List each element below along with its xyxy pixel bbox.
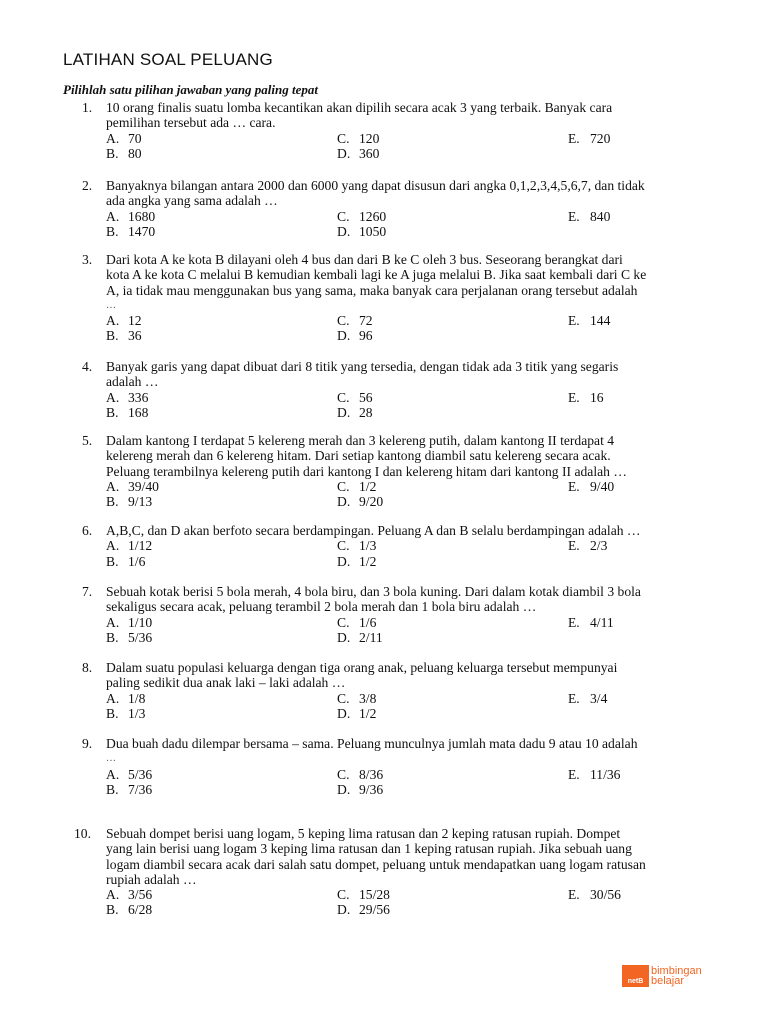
option-value: 36 <box>128 328 142 344</box>
option-letter: D. <box>337 553 351 569</box>
option-letter: E. <box>568 313 580 329</box>
option-letter: B. <box>106 781 119 797</box>
option-value: 1680 <box>128 208 156 224</box>
question-text <box>106 178 712 209</box>
option-value: 28 <box>359 404 373 420</box>
answer-option <box>337 328 568 343</box>
question-5 <box>82 433 712 509</box>
question-text-line: … <box>106 299 116 311</box>
option-value: 39/40 <box>128 478 159 494</box>
logo-line-2: belajar <box>651 975 685 987</box>
option-letter: E. <box>568 208 580 224</box>
option-value: 2/3 <box>590 538 608 554</box>
answer-option <box>337 706 568 721</box>
question-number: 8. <box>82 660 93 675</box>
question-text-line: 10 orang finalis suatu lomba kecantikan akan dipilih secara acak 3 yang terbaik. Banyak cara <box>106 100 613 115</box>
answer-option <box>106 146 337 161</box>
answer-option <box>106 209 337 224</box>
question-text-line: pemilihan tersebut ada … cara. <box>106 115 276 131</box>
option-letter: B. <box>106 902 119 918</box>
option-letter: A. <box>106 614 120 630</box>
question-text-line: paling sedikit dua anak laki – laki adalah … <box>106 675 346 691</box>
answer-option <box>106 328 337 343</box>
option-value: 720 <box>590 130 611 146</box>
option-value: 15/28 <box>359 887 390 903</box>
answer-option <box>337 691 568 706</box>
option-letter: C. <box>337 887 350 903</box>
option-value: 1/2 <box>359 478 377 494</box>
answer-option <box>337 630 568 645</box>
question-10 <box>74 826 712 918</box>
question-number: 10. <box>74 826 91 841</box>
answer-option <box>106 706 337 721</box>
answer-option <box>568 691 708 706</box>
question-2 <box>82 178 712 239</box>
option-value: 7/36 <box>128 781 153 797</box>
answer-options <box>106 131 712 162</box>
question-text-line: Sebuah kotak berisi 5 bola merah, 4 bola biru, dan 3 bola kuning. Dari dalam kotak diambil 3 bola <box>106 584 641 599</box>
question-text-line: logam diambil secara acak dari salah satu dompet, peluang untuk mendapatkan uang logam ratusan <box>106 856 646 872</box>
question-text <box>106 523 712 538</box>
option-letter: A. <box>106 208 120 224</box>
answer-option <box>337 313 568 328</box>
answer-option <box>337 615 568 630</box>
answer-option <box>568 479 708 494</box>
option-value: 1/12 <box>128 538 153 554</box>
option-value: 1/3 <box>128 705 146 721</box>
answer-option <box>106 554 337 569</box>
option-value: 3/4 <box>590 690 608 706</box>
option-letter: D. <box>337 705 351 721</box>
answer-option <box>106 405 337 420</box>
option-letter: B. <box>106 404 119 420</box>
question-number: 3. <box>82 252 93 267</box>
answer-option <box>337 538 568 553</box>
option-value: 16 <box>590 389 604 405</box>
option-letter: D. <box>337 223 351 239</box>
question-4 <box>82 359 712 420</box>
question-3 <box>82 252 712 344</box>
option-letter: B. <box>106 145 119 161</box>
question-text <box>106 736 712 767</box>
option-value: 1/3 <box>359 538 377 554</box>
question-text-line: Dari kota A ke kota B dilayani oleh 4 bus dan dari B ke C oleh 3 bus. Seseorang berangkat dari <box>106 252 623 267</box>
question-text-line: sekaligus secara acak, peluang terambil 2 bola merah dan 1 bola biru adalah … <box>106 599 537 615</box>
question-text-line: Dalam kantong I terdapat 5 kelereng merah dan 3 kelereng putih, dalam kantong II terdapat 4 <box>106 433 615 448</box>
question-1 <box>82 100 712 161</box>
question-text-line: kota A ke kota C melalui B kemudian kembali lagi ke A juga melalui B. Jika saat kembali dari C ke <box>106 267 647 283</box>
answer-option <box>337 479 568 494</box>
option-letter: C. <box>337 313 350 329</box>
option-letter: D. <box>337 902 351 918</box>
answer-option <box>337 405 568 420</box>
option-value: 11/36 <box>590 766 621 782</box>
answer-options <box>106 390 712 421</box>
option-letter: B. <box>106 223 119 239</box>
question-number: 9. <box>82 736 93 751</box>
option-letter: B. <box>106 494 119 510</box>
answer-option <box>106 390 337 405</box>
question-text-line: kelereng merah dan 6 kelereng hitam. Dari setiap kantong diambil satu kelereng secara acak. <box>106 448 611 464</box>
answer-option <box>106 479 337 494</box>
option-value: 12 <box>128 313 142 329</box>
option-value: 1/8 <box>128 690 146 706</box>
page-title: LATIHAN SOAL PELUANG <box>63 50 273 69</box>
option-letter: D. <box>337 145 351 161</box>
option-letter: C. <box>337 766 350 782</box>
option-value: 9/40 <box>590 478 615 494</box>
answer-option <box>337 209 568 224</box>
answer-option <box>106 224 337 239</box>
answer-option <box>568 209 708 224</box>
instruction: Pilihlah satu pilihan jawaban yang paling tepat <box>63 82 319 97</box>
option-letter: B. <box>106 328 119 344</box>
answer-options <box>106 767 712 798</box>
question-text-line: adalah … <box>106 374 159 390</box>
option-letter: D. <box>337 494 351 510</box>
option-value: 1/2 <box>359 705 377 721</box>
option-letter: B. <box>106 629 119 645</box>
option-letter: E. <box>568 887 580 903</box>
answer-option <box>337 767 568 782</box>
option-letter: A. <box>106 478 120 494</box>
option-letter: C. <box>337 614 350 630</box>
question-text-line: A, ia tidak mau menggunakan bus yang sama, maka banyak cara perjalanan orang tersebut adalah <box>106 282 638 298</box>
option-letter: A. <box>106 766 120 782</box>
option-letter: A. <box>106 887 120 903</box>
question-9 <box>82 736 712 797</box>
answer-option <box>337 146 568 161</box>
question-number: 4. <box>82 359 93 374</box>
option-value: 336 <box>128 389 149 405</box>
answer-option <box>106 691 337 706</box>
option-letter: D. <box>337 629 351 645</box>
option-value: 9/36 <box>359 781 384 797</box>
answer-option <box>337 390 568 405</box>
option-value: 8/36 <box>359 766 384 782</box>
option-value: 1/6 <box>359 614 377 630</box>
option-letter: D. <box>337 781 351 797</box>
netb-logo-mark: netB <box>622 965 649 987</box>
option-letter: D. <box>337 404 351 420</box>
option-value: 4/11 <box>590 614 614 630</box>
option-value: 2/11 <box>359 629 383 645</box>
option-letter: E. <box>568 130 580 146</box>
option-value: 5/36 <box>128 766 153 782</box>
question-text-line: rupiah adalah … <box>106 871 197 887</box>
question-number: 6. <box>82 523 93 538</box>
option-letter: C. <box>337 690 350 706</box>
option-value: 56 <box>359 389 373 405</box>
question-text <box>106 252 712 313</box>
option-letter: E. <box>568 538 580 554</box>
option-value: 168 <box>128 404 149 420</box>
option-letter: E. <box>568 766 580 782</box>
option-value: 1470 <box>128 223 156 239</box>
option-letter: E. <box>568 389 580 405</box>
answer-options <box>106 887 712 918</box>
question-number: 1. <box>82 100 93 115</box>
option-value: 30/56 <box>590 887 621 903</box>
option-value: 72 <box>359 313 373 329</box>
option-value: 1/2 <box>359 553 377 569</box>
option-letter: C. <box>337 538 350 554</box>
question-text-line: Banyaknya bilangan antara 2000 dan 6000 yang dapat disusun dari angka 0,1,2,3,4,5,6,7, dan tidak <box>106 178 645 193</box>
question-7 <box>82 584 712 645</box>
option-value: 9/13 <box>128 494 153 510</box>
answer-option <box>337 224 568 239</box>
answer-options <box>106 615 712 646</box>
answer-option <box>568 767 708 782</box>
option-value: 1/6 <box>128 553 146 569</box>
option-value: 9/20 <box>359 494 384 510</box>
question-6 <box>82 523 712 569</box>
answer-options <box>106 479 712 510</box>
logo-text <box>651 966 702 986</box>
option-letter: D. <box>337 328 351 344</box>
option-value: 3/8 <box>359 690 377 706</box>
option-value: 70 <box>128 130 142 146</box>
option-value: 5/36 <box>128 629 153 645</box>
question-text-line: … <box>106 753 116 765</box>
answer-options <box>106 538 712 569</box>
answer-option <box>568 887 708 902</box>
question-text <box>106 660 712 691</box>
option-letter: C. <box>337 478 350 494</box>
question-text-line: Dua buah dadu dilempar bersama – sama. Peluang munculnya jumlah mata dadu 9 atau 10 adalah <box>106 736 638 751</box>
question-text-line: ada angka yang sama adalah … <box>106 193 278 209</box>
answer-option <box>568 131 708 146</box>
answer-option <box>106 538 337 553</box>
answer-options <box>106 313 712 344</box>
option-value: 360 <box>359 145 380 161</box>
question-text-line: yang lain berisi uang logam 3 keping lima ratusan dan 1 keping ratusan rupiah. Jika sebuah uang <box>106 841 632 857</box>
question-text <box>106 359 712 390</box>
answer-option <box>337 902 568 917</box>
answer-option <box>337 887 568 902</box>
option-letter: E. <box>568 478 580 494</box>
answer-option <box>337 494 568 509</box>
option-value: 1260 <box>359 208 387 224</box>
option-value: 144 <box>590 313 611 329</box>
answer-option <box>568 615 708 630</box>
answer-option <box>568 313 708 328</box>
option-value: 96 <box>359 328 373 344</box>
option-letter: C. <box>337 389 350 405</box>
answer-option <box>337 782 568 797</box>
option-letter: A. <box>106 130 120 146</box>
answer-option <box>106 902 337 917</box>
option-value: 3/56 <box>128 887 153 903</box>
question-number: 5. <box>82 433 93 448</box>
answer-option <box>106 131 337 146</box>
answer-option <box>106 494 337 509</box>
answer-options <box>106 691 712 722</box>
bimbingan-belajar-logo <box>622 965 702 987</box>
option-letter: A. <box>106 538 120 554</box>
answer-option <box>337 131 568 146</box>
answer-option <box>106 767 337 782</box>
option-value: 1050 <box>359 223 387 239</box>
option-value: 1/10 <box>128 614 153 630</box>
answer-option <box>106 615 337 630</box>
question-text-line: Banyak garis yang dapat dibuat dari 8 titik yang tersedia, dengan tidak ada 3 titik yang segaris <box>106 359 619 374</box>
option-letter: E. <box>568 690 580 706</box>
answer-option <box>106 887 337 902</box>
answer-option <box>106 782 337 797</box>
question-number: 7. <box>82 584 93 599</box>
question-text <box>106 433 712 479</box>
question-text-line: A,B,C, dan D akan berfoto secara berdampingan. Peluang A dan B selalu berdampingan adalah … <box>106 523 641 538</box>
question-number: 2. <box>82 178 93 193</box>
question-8 <box>82 660 712 721</box>
answer-option <box>568 390 708 405</box>
answer-option <box>568 538 708 553</box>
answer-option <box>106 630 337 645</box>
option-value: 29/56 <box>359 902 390 918</box>
option-value: 6/28 <box>128 902 153 918</box>
option-letter: C. <box>337 208 350 224</box>
question-text <box>106 584 712 615</box>
option-value: 120 <box>359 130 380 146</box>
option-letter: E. <box>568 614 580 630</box>
question-text <box>106 826 712 887</box>
option-letter: B. <box>106 705 119 721</box>
answer-option <box>337 554 568 569</box>
question-text <box>106 100 712 131</box>
option-letter: A. <box>106 389 120 405</box>
option-letter: A. <box>106 690 120 706</box>
option-value: 840 <box>590 208 611 224</box>
answer-options <box>106 209 712 240</box>
answer-option <box>106 313 337 328</box>
logo-line-1: bimbingan <box>651 965 702 977</box>
question-text-line: Dalam suatu populasi keluarga dengan tiga orang anak, peluang keluarga tersebut mempunyai <box>106 660 618 675</box>
question-text-line: Peluang terambilnya kelereng putih dari kantong I dan kelereng hitam dari kantong II adalah … <box>106 463 627 479</box>
question-text-line: Sebuah dompet berisi uang logam, 5 keping lima ratusan dan 2 keping ratusan rupiah. Dompet <box>106 826 621 841</box>
option-letter: C. <box>337 130 350 146</box>
option-letter: B. <box>106 553 119 569</box>
option-value: 80 <box>128 145 142 161</box>
option-letter: A. <box>106 313 120 329</box>
